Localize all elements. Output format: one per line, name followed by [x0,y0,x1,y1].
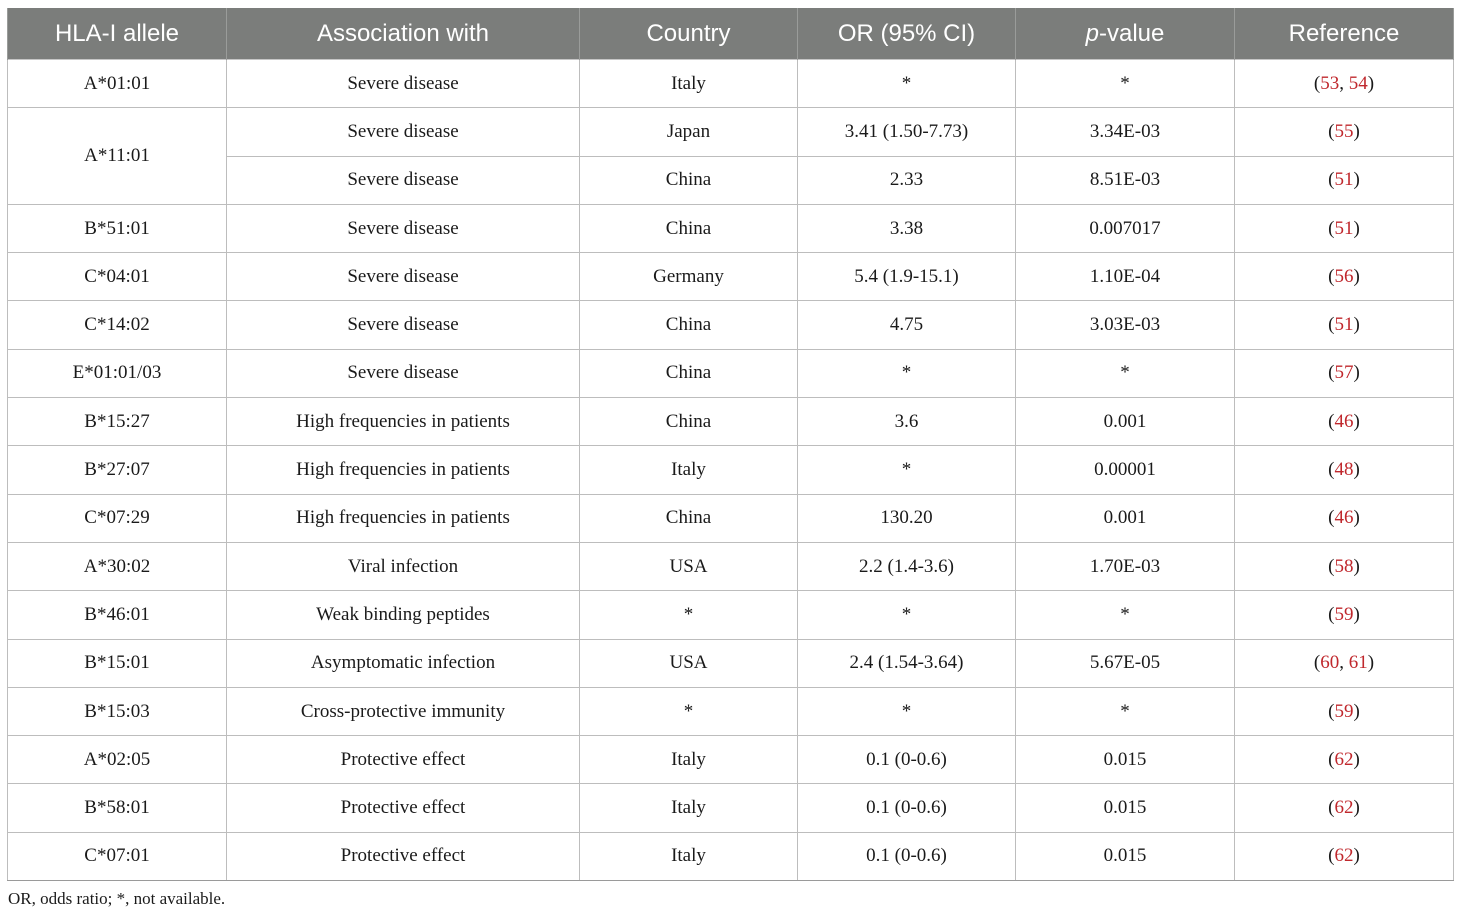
ref-paren-open: ( [1328,314,1335,336]
ref-paren-open: ( [1328,700,1335,722]
reference-link[interactable]: 62 [1334,797,1354,819]
cell-pvalue: 0.015 [1016,784,1235,832]
reference-link[interactable]: 48 [1334,459,1354,481]
cell-association: Severe disease [227,156,580,204]
cell-association: Viral infection [227,542,580,590]
cell-pvalue: * [1016,60,1235,108]
cell-country: Italy [580,60,798,108]
ref-paren-close: ) [1353,797,1360,819]
cell-reference [1235,591,1454,639]
table-row [8,398,1454,446]
cell-reference [1235,108,1454,156]
table-row [8,60,1454,108]
cell-association: Weak binding peptides [227,591,580,639]
cell-or: * [798,446,1016,494]
cell-association: Protective effect [227,832,580,880]
reference-link[interactable]: 54 [1348,72,1368,94]
cell-pvalue: 1.70E-03 [1016,542,1235,590]
hla-allele-table [7,8,1454,881]
table-row [8,736,1454,784]
reference-link[interactable]: 46 [1334,410,1354,432]
table-row [8,349,1454,397]
ref-paren-close: ) [1353,362,1360,384]
ref-paren-close: ) [1353,507,1360,529]
cell-association: Protective effect [227,736,580,784]
cell-allele: A*11:01 [8,108,227,205]
cell-or: 0.1 (0-0.6) [798,832,1016,880]
cell-allele: C*04:01 [8,253,227,301]
ref-paren-close: ) [1353,700,1360,722]
cell-or: 3.6 [798,398,1016,446]
ref-paren-open: ( [1328,555,1335,577]
ref-paren-open: ( [1328,169,1335,191]
cell-association: Severe disease [227,204,580,252]
cell-country: Italy [580,446,798,494]
cell-association: Cross-protective immunity [227,687,580,735]
cell-country: China [580,204,798,252]
cell-or: * [798,687,1016,735]
cell-allele: A*30:02 [8,542,227,590]
header-or: OR (95% CI) [798,8,1016,60]
ref-paren-close: ) [1353,120,1360,142]
cell-reference [1235,687,1454,735]
cell-country: China [580,398,798,446]
cell-pvalue: 8.51E-03 [1016,156,1235,204]
cell-pvalue: * [1016,349,1235,397]
cell-reference [1235,156,1454,204]
header-association: Association with [227,8,580,60]
reference-link[interactable]: 58 [1334,555,1354,577]
reference-link[interactable]: 51 [1334,169,1354,191]
table-row [8,639,1454,687]
ref-paren-close: ) [1353,410,1360,432]
ref-paren-close: ) [1353,169,1360,191]
cell-association: Severe disease [227,349,580,397]
ref-separator: , [1339,652,1349,674]
ref-paren-open: ( [1313,72,1321,94]
cell-country: USA [580,542,798,590]
ref-separator: , [1339,72,1349,94]
cell-association: Severe disease [227,301,580,349]
ref-paren-open: ( [1328,797,1335,819]
cell-reference [1235,542,1454,590]
table-row [8,832,1454,880]
ref-paren-close: ) [1353,555,1360,577]
cell-association: Protective effect [227,784,580,832]
cell-allele: B*51:01 [8,204,227,252]
cell-or: 2.33 [798,156,1016,204]
cell-or: 0.1 (0-0.6) [798,736,1016,784]
ref-paren-close: ) [1353,217,1360,239]
table-row [8,591,1454,639]
ref-paren-open: ( [1328,362,1335,384]
table-container [7,8,1453,881]
header-pvalue-rest: -value [1098,19,1165,47]
cell-or: 3.38 [798,204,1016,252]
table-row [8,494,1454,542]
cell-allele: A*01:01 [8,60,227,108]
cell-pvalue: 0.00001 [1016,446,1235,494]
cell-country: Italy [580,736,798,784]
cell-or: 0.1 (0-0.6) [798,784,1016,832]
cell-association: Severe disease [227,60,580,108]
table-row [8,108,1454,156]
header-country: Country [580,8,798,60]
cell-reference [1235,60,1454,108]
cell-or: 4.75 [798,301,1016,349]
reference-link[interactable]: 60 [1320,652,1340,674]
ref-paren-open: ( [1328,603,1335,625]
table-row [8,446,1454,494]
header-reference: Reference [1235,8,1454,60]
cell-or: * [798,60,1016,108]
table-footnote: OR, odds ratio; *, not available. [8,889,226,908]
reference-link[interactable]: 59 [1334,603,1354,625]
reference-link[interactable]: 56 [1334,265,1354,287]
cell-pvalue: * [1016,687,1235,735]
ref-paren-close: ) [1353,845,1360,867]
table-row [8,253,1454,301]
cell-allele: B*15:03 [8,687,227,735]
cell-pvalue: 1.10E-04 [1016,253,1235,301]
cell-country: Japan [580,108,798,156]
cell-or: * [798,349,1016,397]
cell-pvalue: 0.007017 [1016,204,1235,252]
table-row [8,784,1454,832]
cell-allele: B*27:07 [8,446,227,494]
ref-paren-open: ( [1328,265,1335,287]
ref-paren-open: ( [1328,217,1335,239]
cell-reference [1235,446,1454,494]
ref-paren-close: ) [1353,459,1360,481]
cell-allele: B*58:01 [8,784,227,832]
reference-link[interactable]: 57 [1334,362,1354,384]
ref-paren-open: ( [1328,845,1335,867]
ref-paren-open: ( [1328,410,1335,432]
ref-paren-close: ) [1353,603,1360,625]
header-pvalue [1016,8,1235,60]
cell-country: China [580,349,798,397]
cell-reference [1235,639,1454,687]
reference-link[interactable]: 51 [1334,217,1354,239]
cell-reference [1235,832,1454,880]
cell-country: Italy [580,784,798,832]
table-row [8,301,1454,349]
header-pvalue-italic: p [1085,19,1099,47]
table-row [8,542,1454,590]
cell-country: China [580,494,798,542]
cell-or: 130.20 [798,494,1016,542]
cell-pvalue: * [1016,591,1235,639]
table-body [8,60,1454,881]
cell-country: * [580,591,798,639]
cell-country: China [580,301,798,349]
cell-allele: C*07:29 [8,494,227,542]
cell-reference [1235,736,1454,784]
cell-allele: A*02:05 [8,736,227,784]
cell-association: Severe disease [227,108,580,156]
ref-paren-close: ) [1353,265,1360,287]
cell-or: 2.2 (1.4-3.6) [798,542,1016,590]
cell-pvalue: 0.015 [1016,832,1235,880]
ref-paren-open: ( [1313,652,1321,674]
cell-reference [1235,253,1454,301]
cell-reference [1235,784,1454,832]
ref-paren-open: ( [1328,459,1335,481]
cell-pvalue: 0.001 [1016,494,1235,542]
cell-pvalue: 0.001 [1016,398,1235,446]
header-row [8,8,1454,60]
cell-reference [1235,349,1454,397]
table-row [8,687,1454,735]
cell-or: * [798,591,1016,639]
cell-association: High frequencies in patients [227,446,580,494]
cell-association: High frequencies in patients [227,494,580,542]
cell-allele: B*15:27 [8,398,227,446]
cell-country: Germany [580,253,798,301]
ref-paren-open: ( [1328,748,1335,770]
cell-country: China [580,156,798,204]
cell-pvalue: 3.34E-03 [1016,108,1235,156]
cell-reference [1235,494,1454,542]
cell-allele: E*01:01/03 [8,349,227,397]
cell-or: 3.41 (1.50-7.73) [798,108,1016,156]
reference-link[interactable]: 53 [1320,72,1340,94]
reference-link[interactable]: 55 [1334,120,1354,142]
cell-allele: B*15:01 [8,639,227,687]
ref-paren-open: ( [1328,120,1335,142]
ref-paren-close: ) [1367,72,1375,94]
reference-link[interactable]: 51 [1334,314,1354,336]
cell-pvalue: 5.67E-05 [1016,639,1235,687]
cell-allele: C*07:01 [8,832,227,880]
ref-paren-close: ) [1353,314,1360,336]
cell-association: Asymptomatic infection [227,639,580,687]
reference-link[interactable]: 46 [1334,507,1354,529]
cell-or: 2.4 (1.54-3.64) [798,639,1016,687]
reference-link[interactable]: 62 [1334,845,1354,867]
header-allele: HLA-I allele [8,8,227,60]
cell-reference [1235,204,1454,252]
cell-association: Severe disease [227,253,580,301]
table-row [8,204,1454,252]
table-header [8,8,1454,60]
cell-reference [1235,301,1454,349]
cell-country: * [580,687,798,735]
ref-paren-close: ) [1367,652,1375,674]
cell-allele: B*46:01 [8,591,227,639]
reference-link[interactable]: 61 [1348,652,1368,674]
cell-allele: C*14:02 [8,301,227,349]
cell-or: 5.4 (1.9-15.1) [798,253,1016,301]
ref-paren-close: ) [1353,748,1360,770]
cell-country: USA [580,639,798,687]
ref-paren-open: ( [1328,507,1335,529]
cell-country: Italy [580,832,798,880]
cell-pvalue: 3.03E-03 [1016,301,1235,349]
cell-association: High frequencies in patients [227,398,580,446]
cell-pvalue: 0.015 [1016,736,1235,784]
reference-link[interactable]: 62 [1334,748,1354,770]
cell-reference [1235,398,1454,446]
reference-link[interactable]: 59 [1334,700,1354,722]
